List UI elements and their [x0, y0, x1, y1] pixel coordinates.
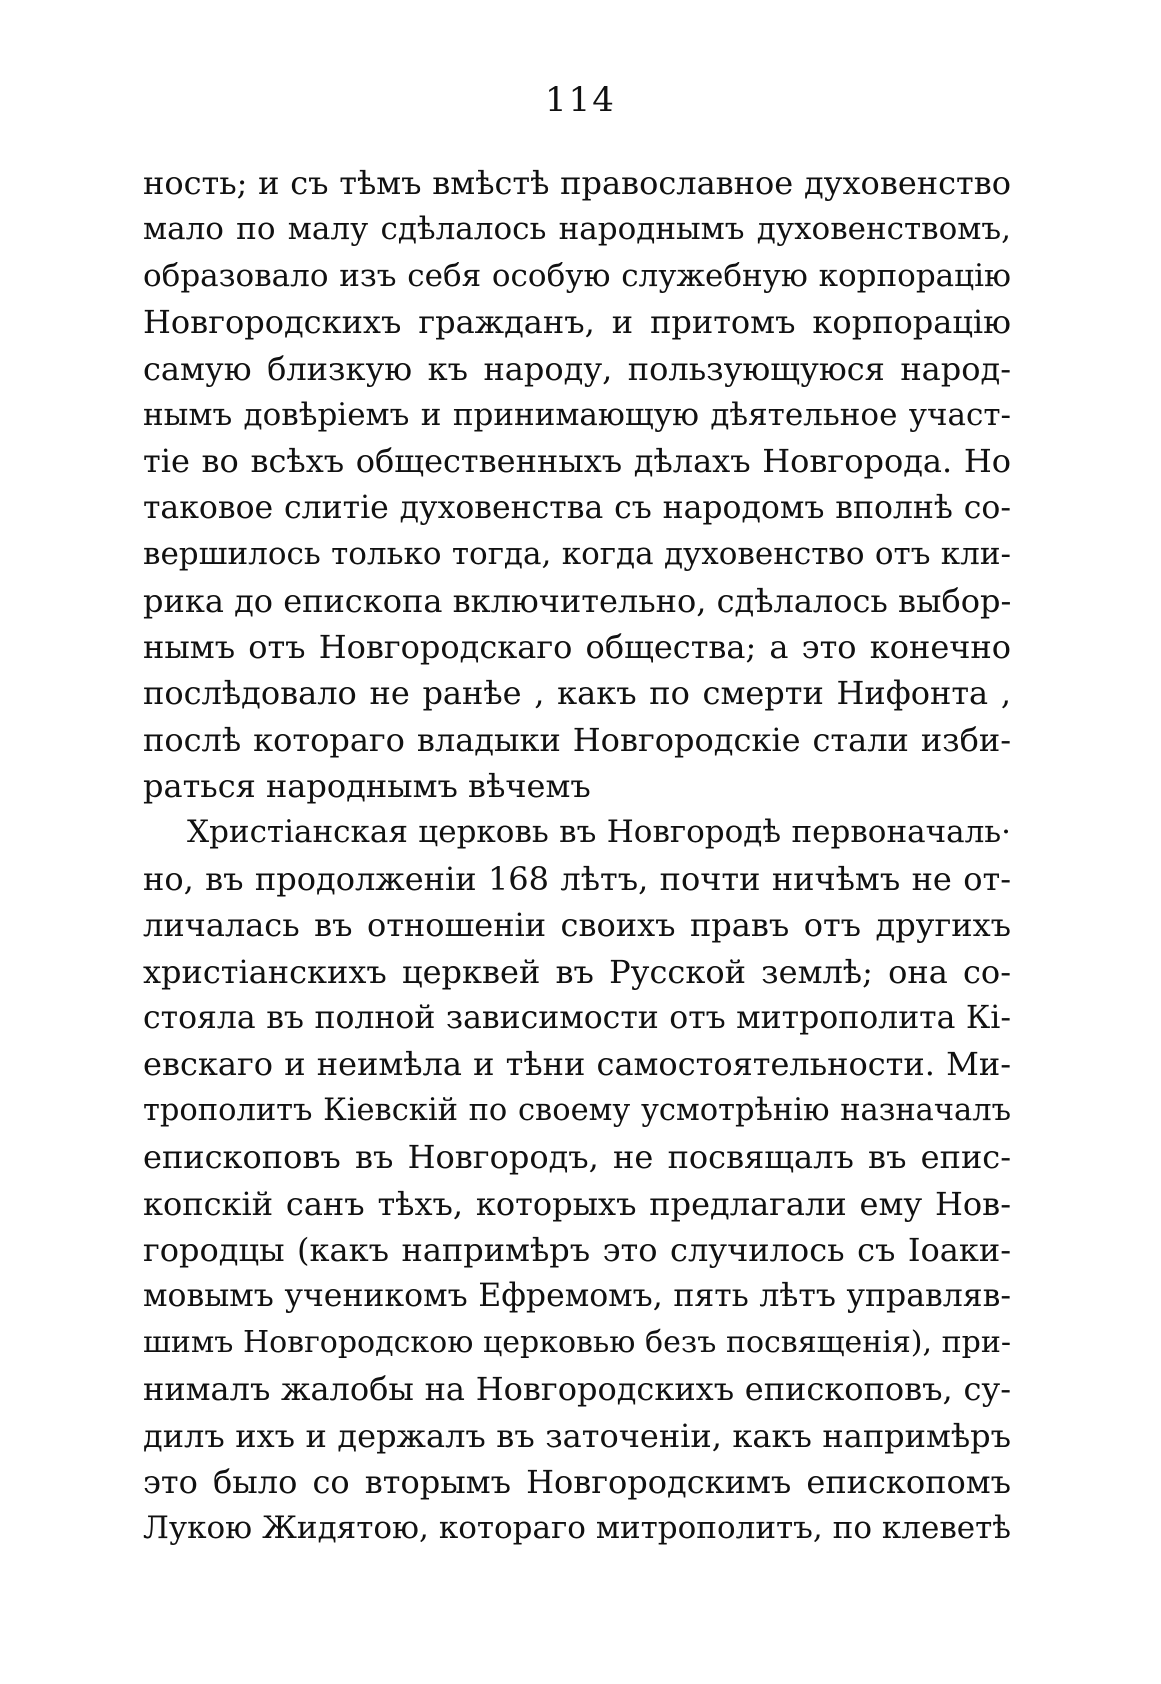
text-line: образовало изъ себя особую служебную корпорацію — [143, 257, 1011, 294]
text-line: трополитъ Кіевскій по своему усмотрѣнію назначалъ — [143, 1092, 1011, 1128]
text-line: мало по малу сдѣлалось народнымъ духовенствомъ, — [143, 211, 1011, 248]
text-line: мовымъ ученикомъ Ефремомъ, пять лѣтъ управляв- — [143, 1278, 1011, 1315]
text-line: Лукою Жидятою, котораго митрополитъ, по клеветѣ — [143, 1510, 1011, 1547]
paragraph-last-line: раться народнымъ вѣчемъ — [143, 767, 591, 806]
text-line: вершилось только тогда, когда духовенство отъ кли- — [143, 536, 1011, 573]
text-line: шимъ Новгородскою церковью безъ посвященія), при- — [143, 1324, 1011, 1360]
text-line: дилъ ихъ и держалъ въ заточеніи, какъ напримѣръ — [143, 1416, 1011, 1455]
text-line: самую близкую къ народу, пользующуюся народ- — [143, 349, 1011, 388]
text-line: тіе во всѣхъ общественныхъ дѣлахъ Новгорода. Но — [143, 442, 1011, 481]
text-line: Новгородскихъ гражданъ, и притомъ корпорацію — [143, 303, 1011, 342]
text-line: епископовъ въ Новгородъ, не посвящалъ въ епис- — [143, 1138, 1011, 1177]
text-line: копскій санъ тѣхъ, которыхъ предлагали ему Нов- — [143, 1184, 1011, 1223]
text-line: послѣдовало не ранѣе , какъ по смерти Нифонта , — [143, 674, 1011, 713]
text-line: нымъ отъ Новгородскаго общества; а это конечно — [143, 627, 1011, 666]
text-line: стояла въ полной зависимости отъ митрополита Кі- — [143, 1000, 1011, 1037]
page-number: 114 — [545, 80, 616, 120]
text-line: нымъ довѣріемъ и принимающую дѣятельное участ- — [143, 396, 1011, 433]
text-line: это было со вторымъ Новгородскимъ епископомъ — [143, 1462, 1011, 1501]
text-line: личалась въ отношеніи своихъ правъ отъ другихъ — [143, 906, 1011, 945]
text-line: христіанскихъ церквей въ Русской землѣ; она со- — [143, 952, 1011, 991]
text-line: нималъ жалобы на Новгородскихъ епископовъ, су- — [143, 1370, 1011, 1409]
text-line: послѣ котораго владыки Новгородскіе стали изби- — [143, 720, 1011, 759]
text-line: но, въ продолженіи 168 лѣтъ, почти ничѣмъ не от- — [143, 859, 1011, 898]
text-line: евскаго и неимѣла и тѣни самостоятельности. Ми- — [143, 1045, 1011, 1084]
text-line: ность; и съ тѣмъ вмѣстѣ православное духовенство — [143, 164, 1011, 202]
text-line: таковое слитіе духовенства съ народомъ вполнѣ со- — [143, 489, 1011, 526]
text-line: городцы (какъ напримѣръ это случилось съ Іоаки- — [143, 1230, 1011, 1269]
body-text — [143, 160, 1011, 1552]
paragraph-first-line: Христіанская церковь въ Новгородѣ первоначаль· — [187, 814, 1011, 851]
text-line: рика до епископа включительно, сдѣлалось выбор- — [143, 581, 1011, 620]
